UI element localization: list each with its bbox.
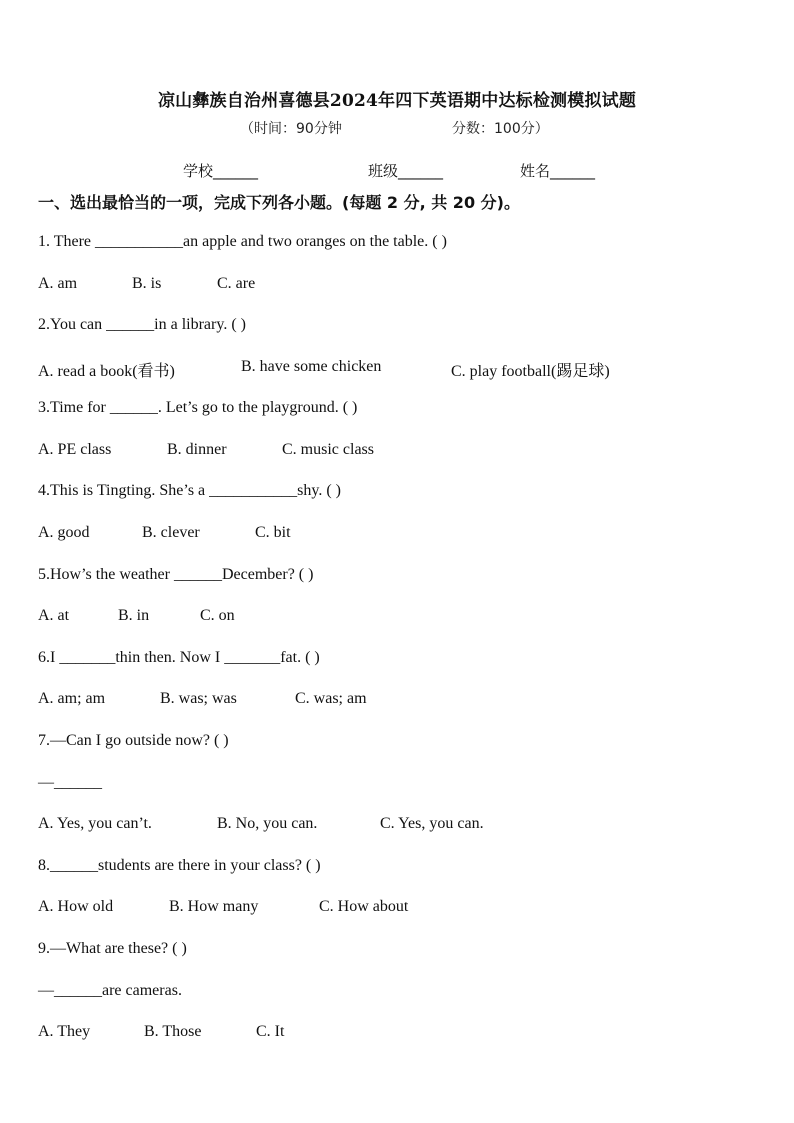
option-1a[interactable]: A. am [38,275,78,292]
option-8b[interactable]: B. How many [169,898,259,915]
exam-score: 分数：100分） [452,121,549,137]
question-6: 6.I _______thin then. Now I _______fat. ( ) [38,649,320,666]
question-3: 3.Time for ______. Let’s go to the playground. ( ) [38,399,358,416]
question-5: 5.How’s the weather ______December? ( ) [38,566,314,583]
option-3c[interactable]: C. music class [282,441,374,458]
question-9: 9.—What are these? ( ) [38,940,187,957]
option-2a[interactable]: A. read a book(看书) [38,363,175,380]
option-2c[interactable]: C. play football(踢足球) [451,363,610,380]
question-4: 4.This is Tingting. She’s a ___________shy. ( ) [38,482,341,499]
option-4c[interactable]: C. bit [255,524,291,541]
page-title: 凉山彝族自治州喜德县2024年四下英语期中达标检测模拟试题 [157,91,637,111]
option-1b[interactable]: B. is [132,275,162,292]
section-heading: 一、选出最恰当的一项，完成下列各小题。(每题 2 分, 共 20 分)。 [38,193,520,212]
option-6a[interactable]: A. am; am [38,690,106,707]
question-2: 2.You can ______in a library. ( ) [38,316,246,333]
option-3b[interactable]: B. dinner [167,441,227,458]
option-6b[interactable]: B. was; was [160,690,237,707]
option-5b[interactable]: B. in [118,607,150,624]
option-7b[interactable]: B. No, you can. [217,815,318,832]
option-9a[interactable]: A. They [38,1023,91,1040]
question-7: 7.—Can I go outside now? ( ) [38,732,229,749]
option-9b[interactable]: B. Those [144,1023,202,1040]
option-7a[interactable]: A. Yes, you can’t. [38,815,152,832]
answer-line-9: —______are cameras. [38,982,182,999]
option-8c[interactable]: C. How about [319,898,409,915]
option-3a[interactable]: A. PE class [38,441,112,458]
class-field[interactable]: 班级______ [368,162,444,180]
option-4b[interactable]: B. clever [142,524,200,541]
option-2b[interactable]: B. have some chicken [241,358,382,375]
answer-line-7: —______ [38,774,102,791]
name-field[interactable]: 姓名______ [520,162,596,180]
question-8: 8.______students are there in your class? ( ) [38,857,321,874]
school-field[interactable]: 学校______ [183,162,259,180]
option-9c[interactable]: C. It [256,1023,285,1040]
option-5c[interactable]: C. on [200,607,235,624]
option-6c[interactable]: C. was; am [295,690,367,707]
option-8a[interactable]: A. How old [38,898,114,915]
option-5a[interactable]: A. at [38,607,70,624]
question-1: 1. There ___________an apple and two oranges on the table. ( ) [38,233,447,250]
exam-time: （时间：90分钟 [240,121,342,137]
option-4a[interactable]: A. good [38,524,90,541]
option-1c[interactable]: C. are [217,275,256,292]
option-7c[interactable]: C. Yes, you can. [380,815,484,832]
